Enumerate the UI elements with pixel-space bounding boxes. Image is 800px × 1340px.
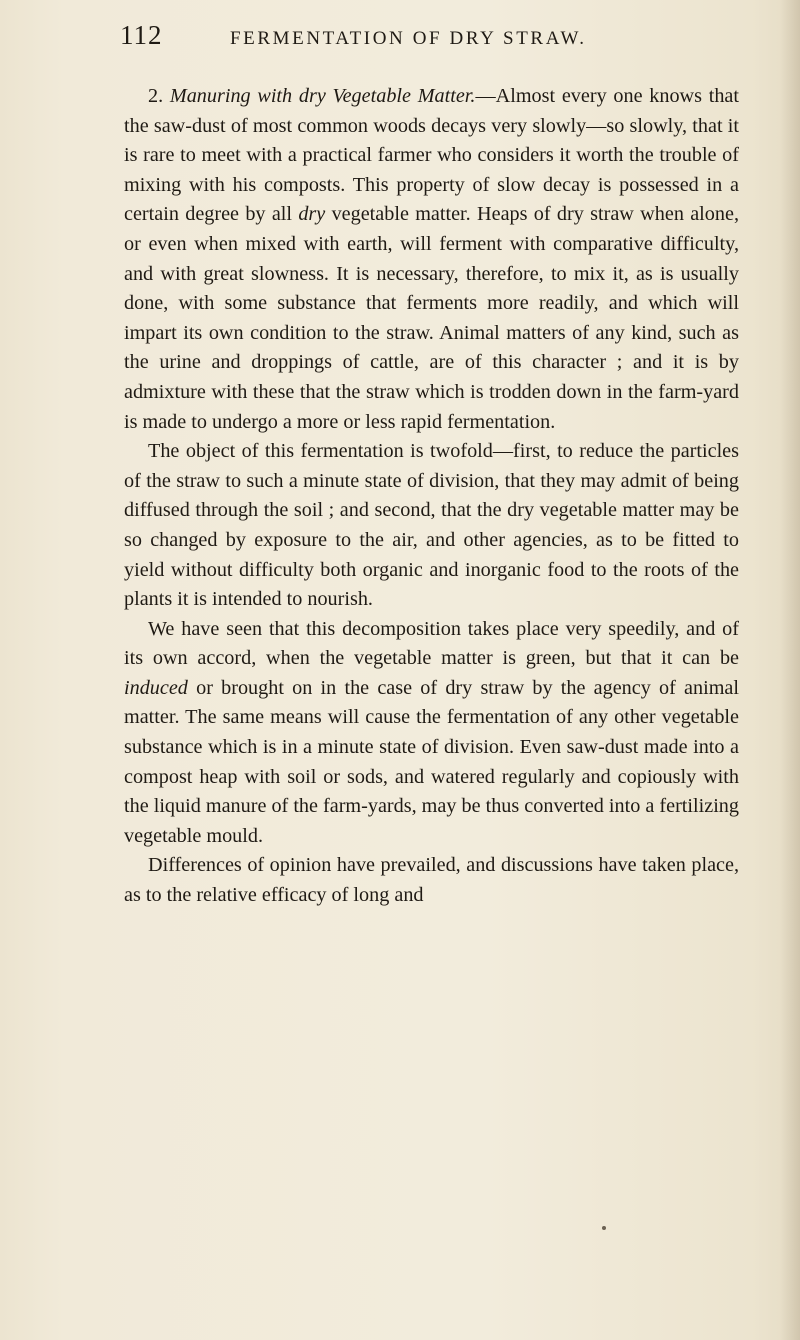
paragraph-decomposition bbox=[124, 615, 739, 852]
page-number: 112 bbox=[120, 20, 163, 50]
page-edge-shadow bbox=[780, 0, 800, 1340]
paragraph-text: —Almost every one knows that the saw-dust of most common woods decays very slowly—so slowly, that it is rare to meet with a practical farmer who considers it worth the trouble of mixing with his composts. This property of slow decay is possessed in a certain degree by all bbox=[124, 85, 739, 226]
section-number: 2. bbox=[148, 85, 164, 107]
paragraph-text: or brought on in the case of dry straw by the agency of animal matter. The same means will cause the fermentation of any other vegetable substance which is in a minute state of division. Even saw-dust made into a compost heap with soil or sods, and watered regularly and copiously with the liquid manure of the farm-yards, may be thus converted into a fertilizing vegetable mould. bbox=[124, 676, 739, 847]
running-head: FERMENTATION OF DRY STRAW. bbox=[230, 28, 587, 49]
paragraph-object-of-fermentation bbox=[124, 437, 739, 615]
paragraph-text: vegetable matter. Heaps of dry straw when alone, or even when mixed with earth, will ferment with comparative difficulty, and with great slowness. It is necessary, therefore, to mix it, as is usually done, with some substance that ferments more readily, and which will impart its own condition to the straw. Animal matters of any kind, such as the urine and droppings of cattle, are of this character ; and it is by admixture with these that the straw which is trodden down in the farm-yard is made to undergo a more or less rapid fermentation. bbox=[124, 203, 739, 433]
page-header bbox=[120, 20, 760, 60]
paper-speck bbox=[602, 1226, 606, 1230]
paragraph-text: We have seen that this decomposition takes place very speedily, and of its own accord, when the vegetable matter is green, but that it can be bbox=[124, 617, 739, 670]
paragraph-differences-of-opinion bbox=[124, 851, 739, 910]
emphasis-text: induced bbox=[124, 676, 188, 699]
paragraph-manuring-dry-vegetable-matter bbox=[124, 82, 739, 437]
section-heading: Manuring with dry Vegetable Matter. bbox=[169, 85, 476, 107]
emphasis-text: dry bbox=[298, 203, 326, 226]
paragraph-text: The object of this fermentation is twofold—first, to reduce the particles of the straw to such a minute state of division, that they may admit of being diffused through the soil ; and second, that the dry vegetable matter may be so changed by exposure to the air, and other agencies, as to be fitted to yield without difficulty both organic and inorganic food to the roots of the plants it is intended to nourish. bbox=[124, 440, 739, 611]
paragraph-text: Differences of opinion have prevailed, and discussions have taken place, as to the relative efficacy of long and bbox=[124, 854, 739, 907]
body-text bbox=[124, 82, 739, 911]
